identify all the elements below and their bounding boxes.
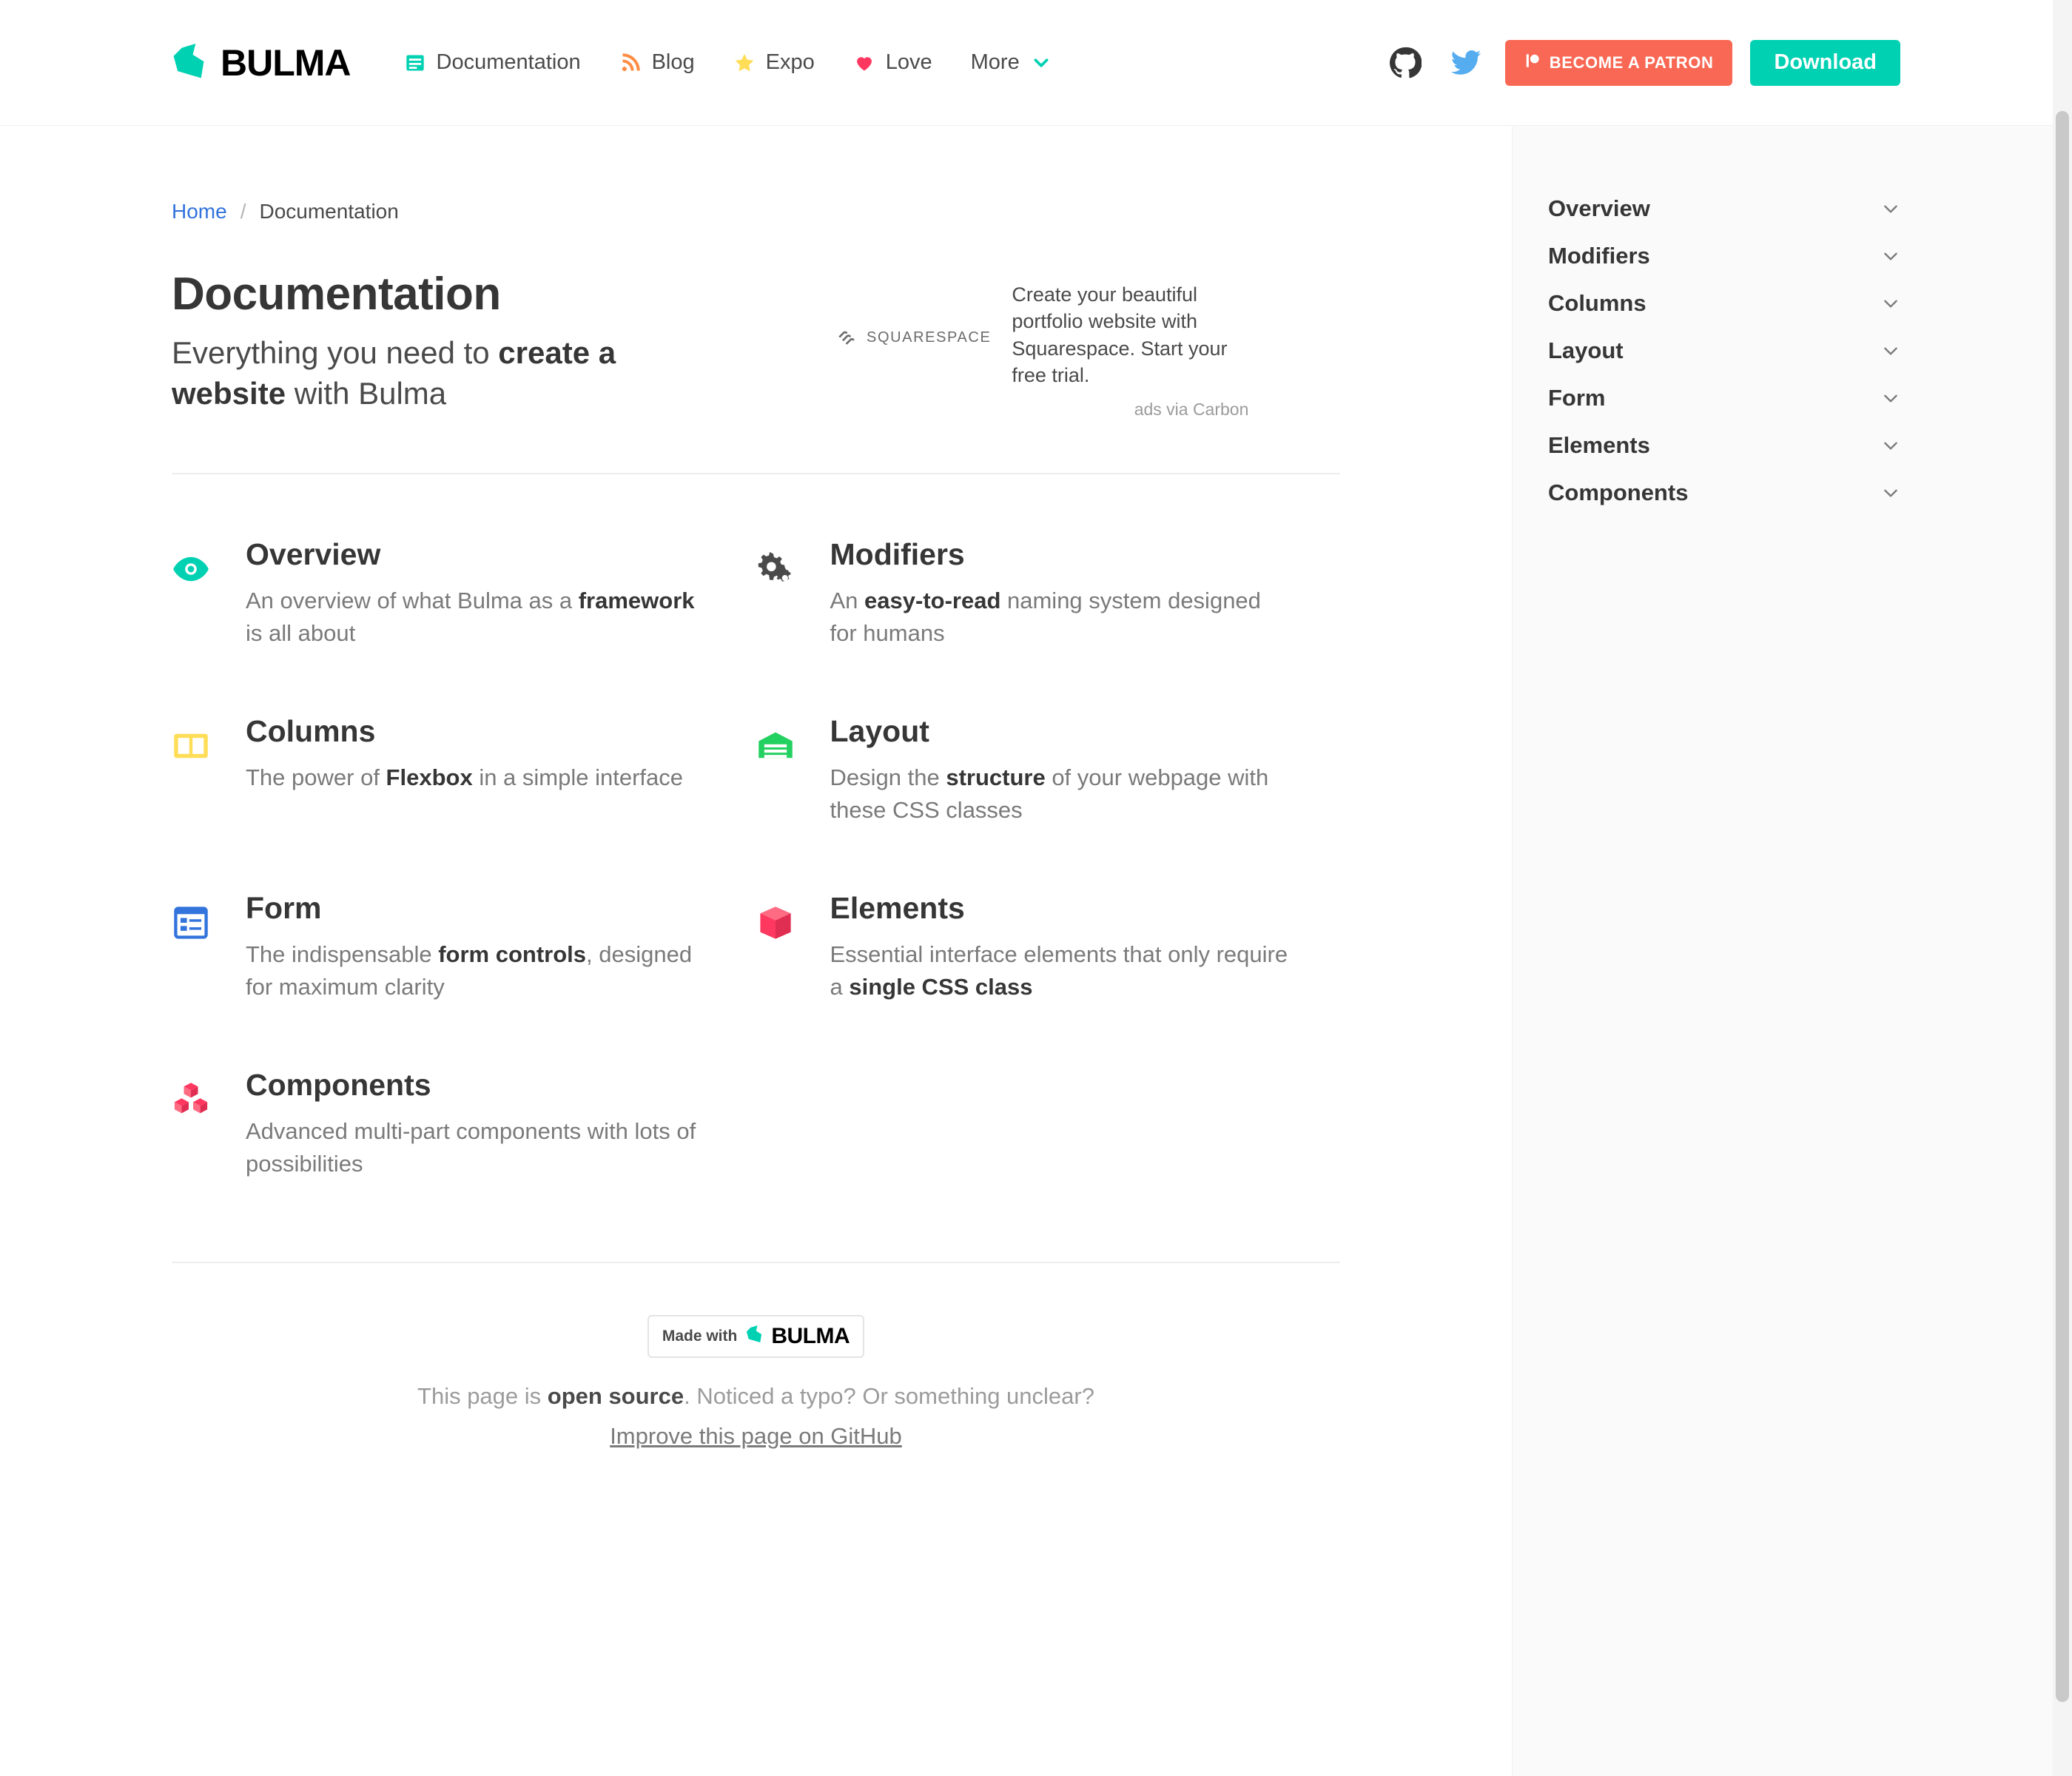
columns-icon [172,715,246,827]
page-body [0,126,2072,1776]
doc-card-columns[interactable] [172,715,756,892]
made-with-brand: BULMA [771,1324,850,1349]
sidebar-item-overview[interactable] [1513,185,2072,232]
header-divider [172,473,1340,474]
desc-part: in a simple interface [472,764,684,790]
cubes-icon [172,1069,246,1180]
sidebar-item-label: Form [1548,385,1606,411]
desc-part: An [830,587,865,613]
top-navbar [0,0,2072,126]
page-header-row [172,269,1340,420]
heart-icon [853,52,875,74]
subtitle-strong: create a website [172,335,616,411]
twitter-icon[interactable] [1444,41,1487,84]
sidebar-item-label: Columns [1548,290,1646,316]
star-icon [733,52,756,74]
brand-home-link[interactable] [172,41,351,84]
desc-part: The power of [246,764,386,790]
chevron-down-icon [1030,52,1052,74]
page-scrollbar-thumb[interactable] [2056,111,2069,1702]
doc-card-desc [830,761,1289,827]
doc-card-modifiers[interactable] [756,538,1341,715]
chevron-down-icon[interactable] [1881,341,1900,360]
footer-note-strong: open source [547,1383,684,1410]
nav-item-label: Blog [651,50,695,74]
subtitle-prefix: Everything you need to [172,335,499,371]
page-title: Documentation [172,269,501,320]
doc-card-layout[interactable] [756,715,1341,892]
sidebar-item-form[interactable] [1513,374,2072,422]
desc-part-strong: form controls [438,941,587,968]
doc-card-desc [830,938,1289,1003]
doc-cards-grid [172,538,1340,1246]
sidebar-item-label: Components [1548,480,1689,505]
doc-card-desc [246,938,704,1003]
doc-card-desc [830,585,1289,650]
right-sidebar [1512,126,2072,1776]
breadcrumb-separator: / [240,200,246,223]
become-a-patron-button[interactable] [1505,40,1733,86]
sidebar-item-label: Modifiers [1548,243,1650,269]
sidebar-item-layout[interactable] [1513,327,2072,374]
github-icon[interactable] [1384,41,1427,84]
sidebar-item-components[interactable] [1513,469,2072,517]
nav-item-label: Expo [765,50,815,74]
ad-logo-text: SQUARESPACE [867,329,992,346]
page-subtitle [172,333,704,414]
desc-part: Essential interface elements that only require a [830,941,1288,1000]
desc-part-strong: structure [946,764,1046,790]
chevron-down-icon[interactable] [1881,388,1900,408]
chevron-down-icon[interactable] [1881,483,1900,502]
download-button[interactable] [1750,40,1900,86]
doc-card-title: Modifiers [830,536,965,571]
download-button-label: Download [1774,50,1877,74]
bulma-logo-icon [746,1325,762,1348]
desc-part-strong: easy-to-read [864,587,1001,613]
nav-item-blog[interactable] [600,0,714,126]
doc-card-elements[interactable] [756,892,1341,1069]
sidebar-item-label: Overview [1548,195,1650,221]
nav-item-expo[interactable] [714,0,834,126]
doc-card-desc [246,761,704,794]
nav-item-label: More [970,50,1020,74]
sidebar-item-label: Layout [1548,337,1624,363]
breadcrumb-home-link[interactable]: Home [172,200,227,223]
doc-card-components[interactable] [172,1069,756,1245]
eye-icon [172,538,246,650]
nav-links [385,0,1072,126]
footer-note-prefix: This page is [417,1383,548,1410]
desc-part-strong: single CSS class [849,974,1033,1000]
sidebar-item-columns[interactable] [1513,280,2072,327]
page-scrollbar-track[interactable] [2053,0,2072,1776]
doc-card-title: Form [246,891,322,925]
footer-note [172,1383,1340,1410]
ad-text: Create your beautiful portfolio website with Squarespace. Start your free trial. [1012,283,1228,387]
book-icon [404,52,426,74]
doc-card-title: Elements [830,891,965,925]
sidebar-item-elements[interactable] [1513,422,2072,469]
desc-part: An overview of what Bulma as a [246,587,579,613]
cogs-icon [756,538,830,650]
nav-item-label: Documentation [436,50,581,74]
desc-part: The indispensable [246,941,439,968]
desc-part: of your webpage with these CSS classes [830,764,1269,823]
form-icon [172,892,246,1003]
doc-card-title: Layout [830,713,929,748]
desc-part-strong: Flexbox [386,764,473,790]
patron-button-label: BECOME A PATRON [1549,53,1714,72]
squarespace-icon [837,326,858,350]
box-icon [756,892,830,1003]
doc-card-title: Components [246,1068,431,1103]
chevron-down-icon[interactable] [1881,436,1900,455]
carbon-ad[interactable] [837,269,1340,420]
main-content [0,126,1512,1776]
doc-card-title: Columns [246,713,376,748]
doc-card-title: Overview [246,536,381,571]
chevron-down-icon[interactable] [1881,199,1900,218]
page-footer [172,1263,1340,1450]
doc-card-overview[interactable] [172,538,756,715]
desc-part-strong: framework [578,587,695,613]
doc-card-desc [246,585,704,650]
nav-item-more[interactable] [952,0,1072,126]
breadcrumb [172,126,1340,223]
rss-icon [619,52,642,74]
desc-part: is all about [246,619,356,646]
ad-logo [837,281,991,350]
doc-card-desc: Advanced multi-part components with lots of possibilities [246,1118,696,1177]
brand-title: BULMA [221,41,351,84]
desc-part: naming system designed for humans [830,587,1261,646]
sidebar-item-label: Elements [1548,432,1650,458]
bulma-logo-icon [172,44,206,82]
nav-item-love[interactable] [834,0,952,126]
doc-card-form[interactable] [172,892,756,1069]
ad-via-label: ads via Carbon [1134,399,1249,419]
patreon-icon [1524,53,1541,73]
chevron-down-icon[interactable] [1881,246,1900,266]
nav-item-documentation[interactable] [385,0,600,126]
improve-page-link[interactable]: Improve this page on GitHub [610,1423,902,1450]
chevron-down-icon[interactable] [1881,294,1900,313]
nav-item-label: Love [885,50,932,74]
desc-part: , designed for maximum clarity [246,941,693,1000]
breadcrumb-current: Documentation [259,200,399,223]
footer-note-suffix: . Noticed a typo? Or something unclear? [684,1383,1094,1410]
subtitle-suffix: with Bulma [286,375,447,411]
desc-part: Design the [830,764,946,790]
navbar-right [1384,40,1900,86]
made-with-bulma-badge[interactable] [648,1315,864,1358]
made-with-label: Made with [662,1328,738,1345]
sidebar-item-modifiers[interactable] [1513,232,2072,280]
layout-icon [756,715,830,827]
